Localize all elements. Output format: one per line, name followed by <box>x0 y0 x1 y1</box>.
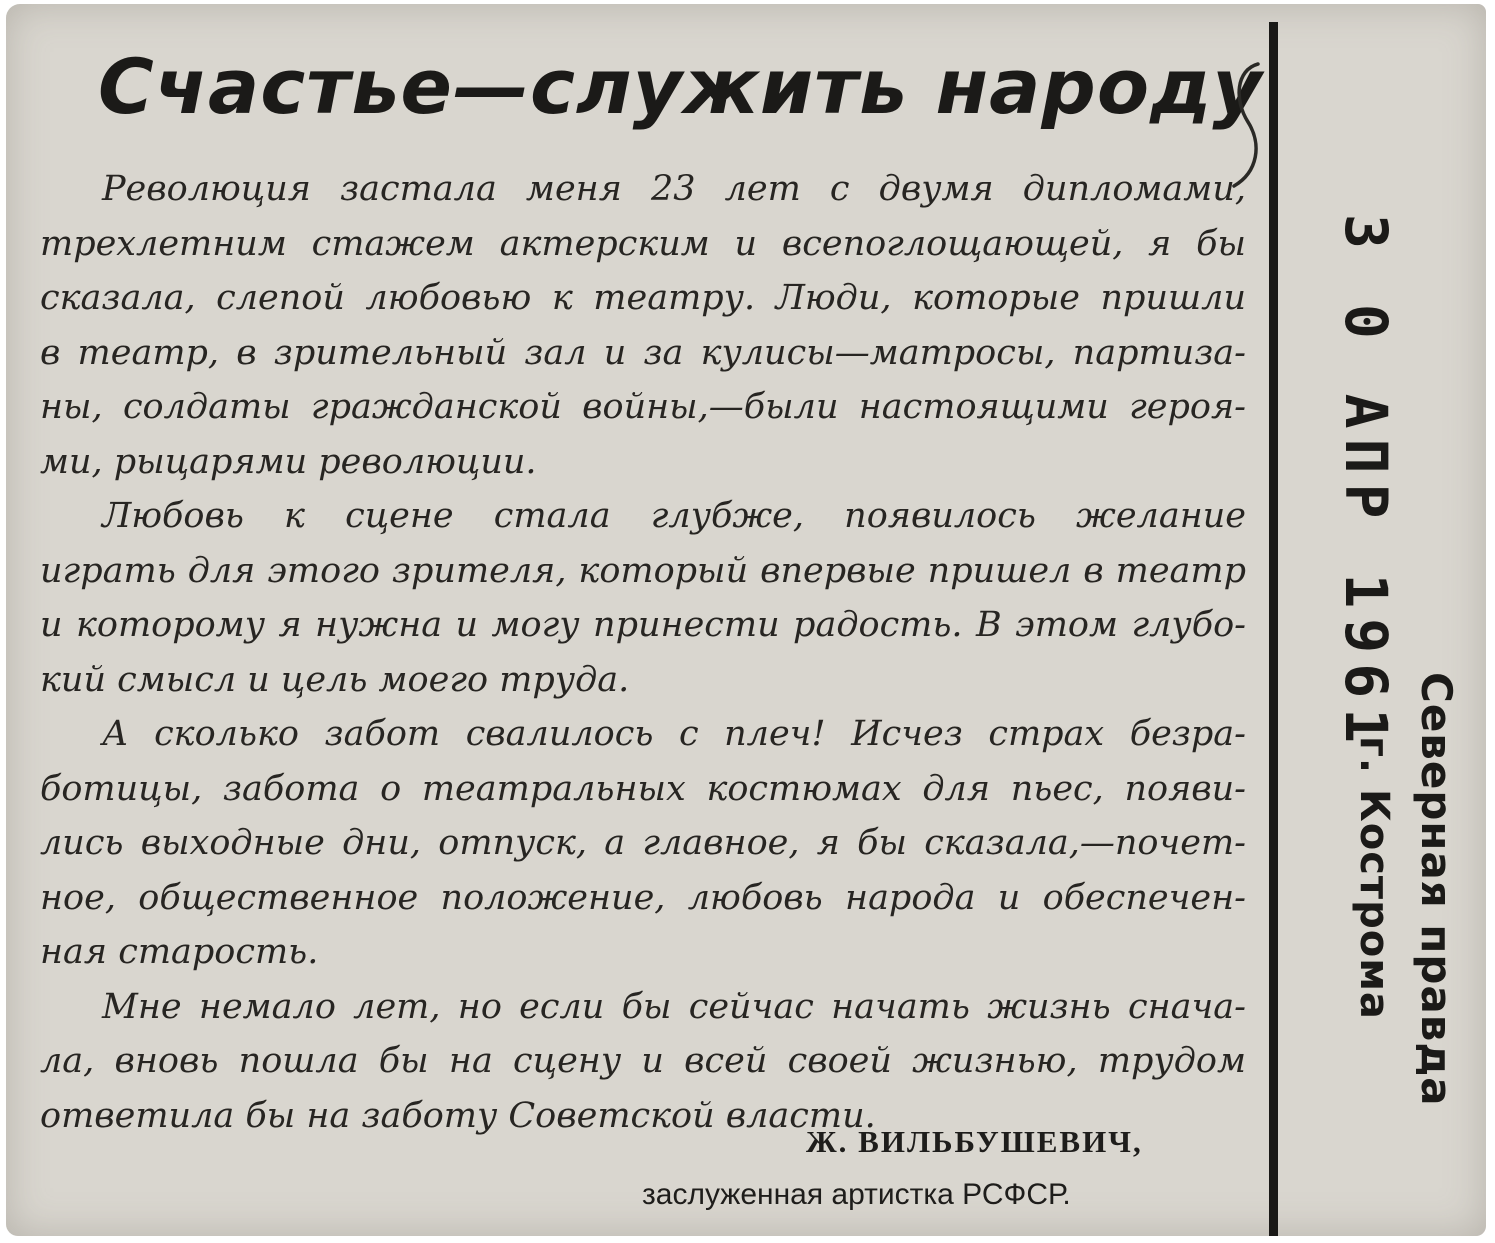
date-stamp: 3 0 АПР 1961 <box>1332 214 1400 754</box>
article-body <box>40 162 1246 1143</box>
newspaper-clipping <box>6 4 1486 1236</box>
article-line: ботицы, забота о театральных костюмах для пьес, появи- <box>40 768 1246 809</box>
article-line: Революция застала меня 23 лет с двумя дипломами, <box>102 169 1246 209</box>
article-line: сказала, слепой любовью к театру. Люди, которые пришли <box>40 278 1246 318</box>
article-line: трехлетним стажем актерским и всепоглощающей, я бы <box>40 223 1246 264</box>
article-line: лись выходные дни, отпуск, а главное, я бы сказала,—почет- <box>40 823 1246 863</box>
article-line: ла, вновь пошла бы на сцену и всей своей жизнью, трудом <box>40 1041 1246 1081</box>
newspaper-city: г. Кострома <box>1351 736 1397 1020</box>
article-line: в театр, в зрительный зал и за кулисы—матросы, партиза- <box>40 332 1246 373</box>
author-signature: Ж. ВИЛЬБУШЕВИЧ, <box>806 1124 1143 1159</box>
article-line: ми, рыцарями революции. <box>40 441 537 482</box>
article-line: ное, общественное положение, любовь народа и обеспечен- <box>40 877 1246 918</box>
article-line: Любовь к сцене стала глубже, появилось желание <box>102 496 1246 536</box>
vertical-divider-rule <box>1269 22 1278 1236</box>
article-line: и которому я нужна и могу принести радость. В этом глубо- <box>40 605 1246 645</box>
article-line: ны, солдаты гражданской войны,—были настоящими героя- <box>40 387 1246 427</box>
article-line: играть для этого зрителя, который впервые пришел в театр <box>40 550 1246 591</box>
article-line: Мне немало лет, но если бы сейчас начать жизнь снача- <box>102 986 1246 1027</box>
article-line: кий смысл и цель моего труда. <box>40 659 630 700</box>
article-line: ная старость. <box>40 932 319 972</box>
newspaper-name: Северная правда <box>1412 672 1461 1107</box>
article-headline: Счастье—служить народу <box>98 42 1263 131</box>
article-line: ответила бы на заботу Советской власти. <box>40 1095 876 1136</box>
author-title: заслуженная артистка РСФСР. <box>642 1178 1071 1211</box>
article-line: А сколько забот свалилось с плеч! Исчез страх безра- <box>102 714 1246 754</box>
